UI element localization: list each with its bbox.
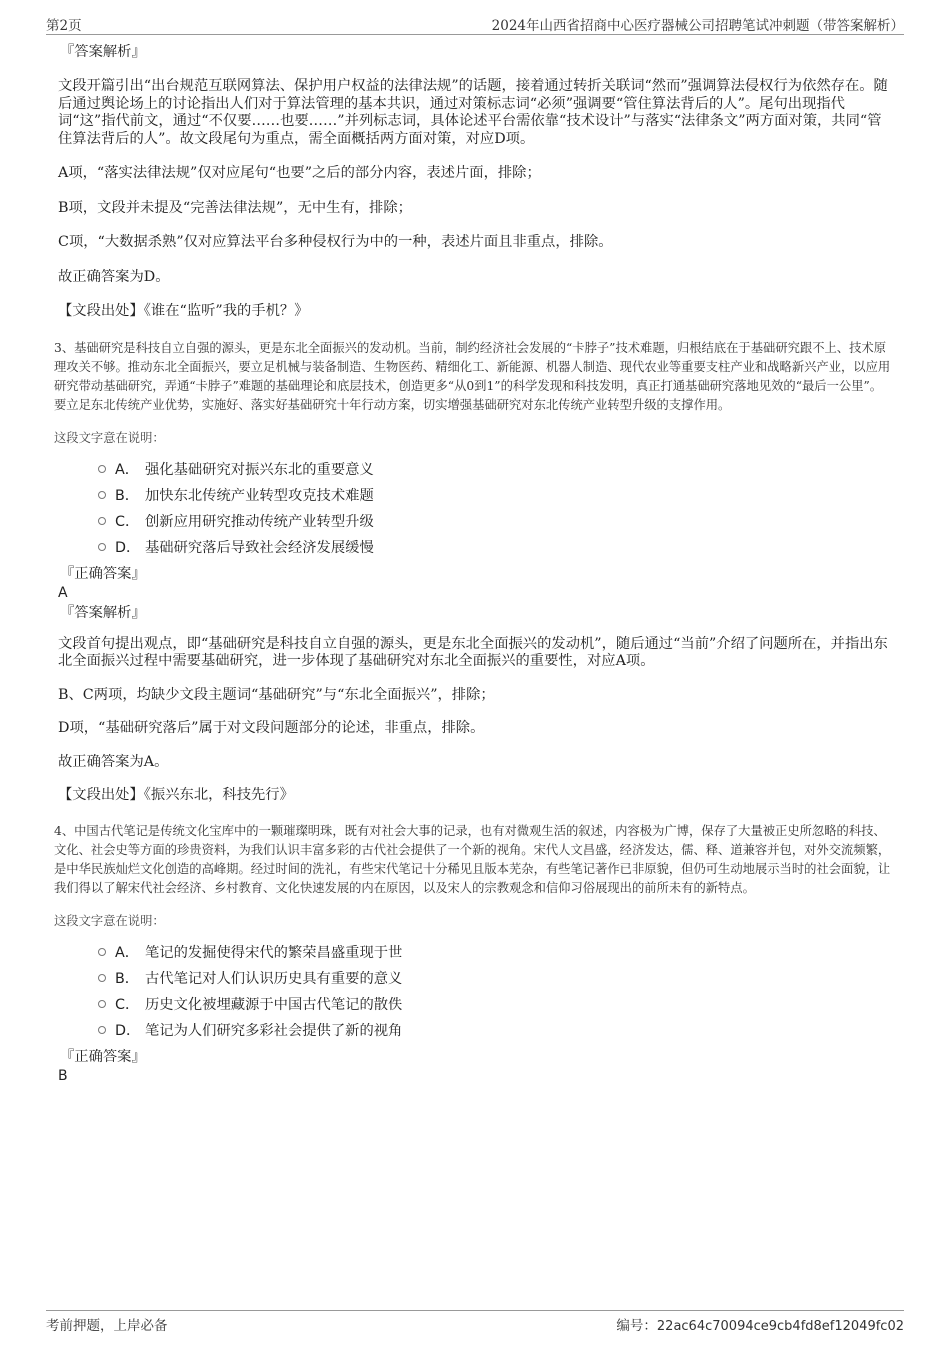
analysis-label: 『答案解析』: [60, 44, 146, 60]
analysis-paragraph: 文段首句提出观点，即“基础研究是科技自立自强的源头，更是东北全面振兴的发动机”，随后通过“当前”介绍了问题所在，并指出东北全面振兴过程中需要基础研究，进一步体现了基础研究对东北全面振兴的重要性，对应A项。: [58, 635, 888, 669]
option-text: 加快东北传统产业转型攻克技术难题: [145, 487, 374, 504]
radio-icon[interactable]: [98, 517, 106, 525]
option-text: 创新应用研究推动传统产业转型升级: [145, 513, 374, 530]
option-a[interactable]: A． 笔记的发掘使得宋代的繁荣昌盛重现于世: [98, 939, 894, 965]
radio-icon[interactable]: [98, 491, 106, 499]
analysis-line: C项，“大数据杀熟”仅对应算法平台多种侵权行为中的一种，表述片面且非重点，排除。: [58, 234, 613, 250]
option-c[interactable]: C． 创新应用研究推动传统产业转型升级: [98, 508, 894, 534]
question-4-text: 4、中国古代笔记是传统文化宝库中的一颗璀璨明珠，既有对社会大事的记录，也有对微观生活的叙述，内容极为广博，保存了大量被正史所忽略的科技、文化、社会史等方面的珍贵资料，为我们认识丰富多彩的古代社会提供了一个新的视角。宋代人文昌盛，经济发达，儒、释、道兼容并包，对外交流频繁，是中华民族灿烂文化创造的高峰期。经过时间的洗礼，有些宋代笔记十分稀见且版本芜杂，有些笔记著作已非原貌，但仍可生动地展示当时的社会面貌，让我们得以了解宋代社会经济、乡村教育、文化快速发展的内在原因，以及宋人的宗教观念和信仰习俗展现出的前所未有的新特点。: [54, 823, 891, 895]
radio-icon[interactable]: [98, 465, 106, 473]
option-text: 基础研究落后导致社会经济发展缓慢: [145, 539, 374, 556]
option-b[interactable]: B． 古代笔记对人们认识历史具有重要的意义: [98, 965, 894, 991]
analysis-line: B项，文段并未提及“完善法律法规”，无中生有，排除；: [58, 199, 412, 216]
source-citation: 【文段出处】《谁在“监听”我的手机？》: [58, 303, 309, 319]
question-4-prompt: 这段文字意在说明：: [54, 913, 165, 928]
radio-icon[interactable]: [98, 948, 106, 956]
analysis-line: B、C两项，均缺少文段主题词“基础研究”与“东北全面振兴”，排除；: [58, 686, 495, 703]
radio-icon[interactable]: [98, 543, 106, 551]
document-body: [54, 44, 894, 1084]
page-header: [46, 14, 904, 35]
option-text: 笔记的发掘使得宋代的繁荣昌盛重现于世: [145, 944, 403, 961]
option-text: 笔记为人们研究多彩社会提供了新的视角: [145, 1022, 403, 1039]
document-code: [616, 1314, 904, 1334]
source-citation: 【文段出处】《振兴东北，科技先行》: [58, 787, 294, 803]
code-value: 22ac64c70094ce9cb4fd8ef12049fc02: [656, 1319, 904, 1334]
option-c[interactable]: C． 历史文化被埋藏源于中国古代笔记的散佚: [98, 991, 894, 1017]
question-3-prompt: 这段文字意在说明：: [54, 430, 165, 445]
radio-icon[interactable]: [98, 974, 106, 982]
option-a[interactable]: A． 强化基础研究对振兴东北的重要意义: [98, 456, 894, 482]
analysis-line: D项，“基础研究落后”属于对文段问题部分的论述，非重点，排除。: [58, 720, 485, 736]
page-footer: [46, 1310, 904, 1335]
analysis-line: A项，“落实法律法规”仅对应尾句“也要”之后的部分内容，表述片面，排除；: [58, 165, 541, 181]
option-text: 强化基础研究对振兴东北的重要意义: [145, 461, 374, 478]
correct-answer-label: 『正确答案』: [60, 565, 146, 582]
option-b[interactable]: B． 加快东北传统产业转型攻克技术难题: [98, 482, 894, 508]
analysis-label: 『答案解析』: [60, 604, 146, 621]
radio-icon[interactable]: [98, 1000, 106, 1008]
footer-slogan: 考前押题，上岸必备: [46, 1318, 168, 1334]
question-4-options: [98, 939, 894, 1043]
code-label: 编号：: [616, 1318, 657, 1334]
correct-answer-label: 『正确答案』: [60, 1048, 146, 1065]
radio-icon[interactable]: [98, 1026, 106, 1034]
analysis-paragraph: 文段开篇引出“出台规范互联网算法、保护用户权益的法律法规”的话题，接着通过转折关联词“然而”强调算法侵权行为依然存在。随后通过舆论场上的讨论指出人们对于算法管理的基本共识，通过对策标志词“必须”强调要“管住算法背后的人”。尾句出现指代词“这”指代前文，通过“不仅要……也要……”并列标志词，具体论述平台需依靠“技术设计”与落实“法律条文”两方面对策，共同“管住算法背后的人”。故文段尾句为重点，需全面概括两方面对策，对应D项。: [58, 78, 888, 147]
analysis-conclusion: 故正确答案为A。: [58, 753, 169, 770]
document-title: 2024年山西省招商中心医疗器械公司招聘笔试冲刺题（带答案解析）: [491, 18, 904, 34]
option-text: 古代笔记对人们认识历史具有重要的意义: [145, 970, 403, 987]
correct-answer: B: [58, 1067, 68, 1084]
page-number: 第2页: [46, 18, 82, 34]
analysis-conclusion: 故正确答案为D。: [58, 268, 170, 285]
correct-answer: A: [58, 584, 68, 601]
option-text: 历史文化被埋藏源于中国古代笔记的散佚: [145, 996, 403, 1013]
question-3-options: [98, 456, 894, 560]
option-d[interactable]: D． 笔记为人们研究多彩社会提供了新的视角: [98, 1017, 894, 1043]
question-3-text: 3、基础研究是科技自立自强的源头，更是东北全面振兴的发动机。当前，制约经济社会发展的“卡脖子”技术难题，归根结底在于基础研究跟不上、技术原理攻关不够。推动东北全面振兴，要立足机械与装备制造、生物医药、精细化工、新能源、机器人制造、现代农业等重要支柱产业和战略新兴产业，以应用研究带动基础研究，弄通“卡脖子”难题的基础理论和底层技术，创造更多“从0到1”的科学发现和科技发明，真正打通基础研究落地见效的“最后一公里”。要立足东北传统产业优势，实施好、落实好基础研究十年行动方案，切实增强基础研究对东北传统产业转型升级的支撑作用。: [54, 340, 891, 412]
option-d[interactable]: D． 基础研究落后导致社会经济发展缓慢: [98, 534, 894, 560]
